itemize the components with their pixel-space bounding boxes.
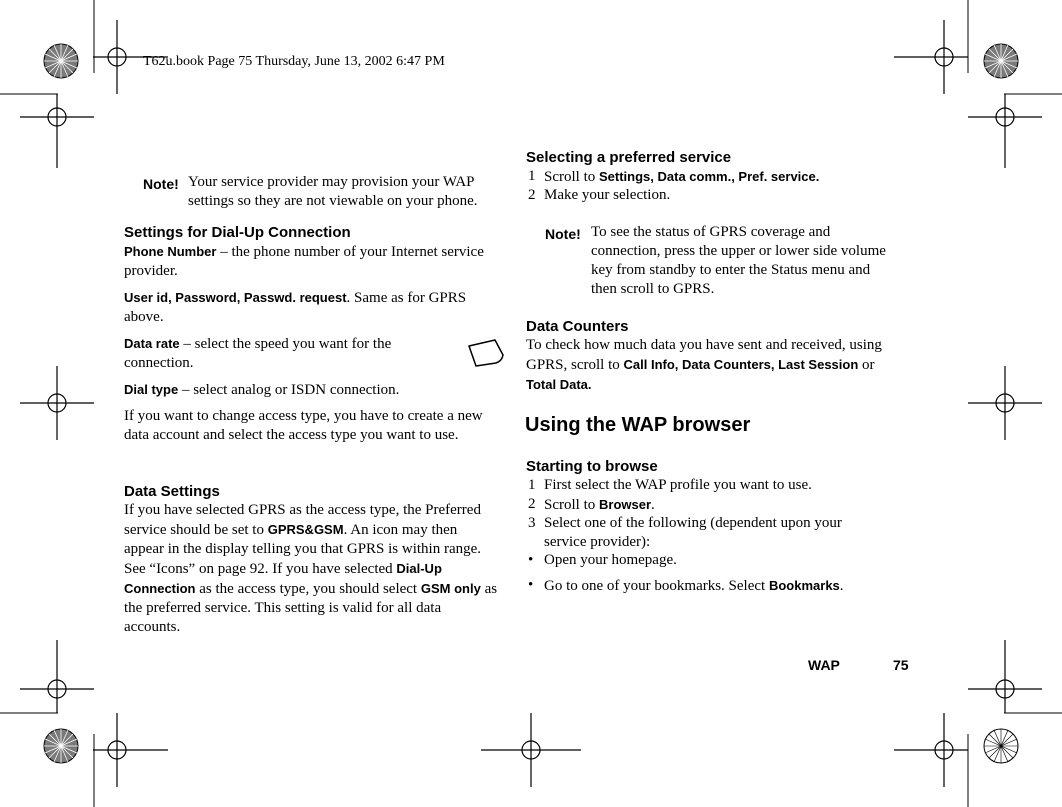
phone-number-paragraph [124,242,504,281]
settings-path-keyword: Settings, Data comm., Pref. service. [599,169,820,184]
registration-target-icon [894,20,968,94]
phone-number-text: – the phone number of your Internet service provider. [124,244,484,279]
gprs-gsm-keyword: GPRS&GSM [267,522,344,537]
starting-browse-heading: Starting to browse [526,458,658,475]
dialup-connection-keyword: Dial-Up Connection [124,561,442,596]
starburst-mark-icon [44,729,78,763]
dialup-heading: Settings for Dial-Up Connection [124,224,351,241]
user-id-paragraph [124,288,506,327]
list-item [528,576,888,596]
list-item [528,476,888,495]
user-id-keyword: User id, Password, Passwd. request [124,290,347,305]
data-rate-paragraph [124,334,434,373]
file-info-header: T62u.book Page 75 Thursday, June 13, 2002 6:47 PM [143,54,445,69]
starburst-mark-icon [984,44,1018,78]
data-counters-text-2: or [858,357,875,373]
list-item [528,186,898,205]
step-text: Select one of the following (dependent upon your service provider): [544,515,842,550]
step-text: First select the WAP profile you want to use. [544,477,812,493]
gsm-only-keyword: GSM only [420,581,481,596]
starburst-mark-icon [984,729,1018,763]
note-label: Note! [545,226,581,242]
registration-target-icon [968,640,1042,713]
list-item [528,514,888,552]
step-text: Scroll to [544,497,599,513]
bullet: • [528,552,534,568]
change-access-paragraph: If you want to change access type, you have to create a new data account and select the access type you want to use. [124,408,483,443]
dial-type-text: – select analog or ISDN connection. [178,382,400,398]
footer-section: WAP [808,657,840,673]
step-number: 3 [528,515,536,531]
registration-target-icon [93,713,168,787]
data-settings-text-2: . An icon may then appear in the display telling you that GPRS is within range. See “Icons” on page 92. If you have selected [124,522,482,577]
step-number: 1 [528,477,536,493]
step-text: Make your selection. [544,187,671,203]
user-id-text: . Same as for GPRS above. [124,290,467,325]
data-settings-paragraph [124,501,500,637]
registration-target-icon [894,713,968,787]
data-rate-text: – select the speed you want for the connection. [124,336,392,371]
bullet: • [528,577,534,593]
dial-type-paragraph [124,380,504,400]
registration-target-icon [481,713,581,787]
registration-target-icon [20,366,94,440]
note-text: To see the status of GPRS coverage and connection, press the upper or lower side volume key from standby to enter the Status menu and then scroll to GPRS. [591,224,886,297]
bookmarks-keyword: Bookmarks [768,578,840,593]
data-counters-paragraph [526,336,888,395]
bullet-text: Open your homepage. [544,552,677,568]
page-number: 75 [893,657,909,673]
call-info-keyword: Call Info, Data Counters, Last Session [623,357,859,372]
phone-keypad-icon [466,337,506,369]
list-item [528,495,888,515]
data-settings-heading: Data Settings [124,483,220,500]
wap-browser-heading: Using the WAP browser [525,414,751,436]
registration-target-icon [20,640,94,713]
step-number: 2 [528,496,536,512]
phone-number-keyword: Phone Number [124,244,217,259]
list-item [528,551,888,570]
data-settings-text-4: as the preferred service. This setting is valid for all data accounts. [124,581,498,635]
registration-target-icon [968,94,1042,168]
starburst-mark-icon [44,44,78,78]
step-number: 2 [528,187,536,203]
preferred-service-heading: Selecting a preferred service [526,149,732,166]
step-text-end: . [651,497,655,513]
list-item [528,167,898,187]
data-rate-keyword: Data rate [124,336,180,351]
registration-target-icon [968,366,1042,440]
data-counters-text-1: To check how much data you have sent and received, using GPRS, scroll to [526,337,882,373]
step-text: Scroll to [544,169,599,185]
total-data-keyword: Total Data. [526,377,592,392]
data-counters-heading: Data Counters [526,318,629,335]
bullet-text: Go to one of your bookmarks. Select [544,578,769,594]
registration-target-icon [20,94,94,168]
note-label: Note! [143,176,179,192]
bullet-text-end: . [839,578,844,594]
data-settings-text-3: as the access type, you should select [195,581,421,597]
browser-keyword: Browser [599,497,652,512]
dial-type-keyword: Dial type [124,382,179,397]
step-number: 1 [528,168,536,184]
data-settings-text-1: If you have selected GPRS as the access type, the Preferred service should be set to [124,502,481,538]
note-text: Your service provider may provision your WAP settings so they are not viewable on your phone. [188,174,478,209]
